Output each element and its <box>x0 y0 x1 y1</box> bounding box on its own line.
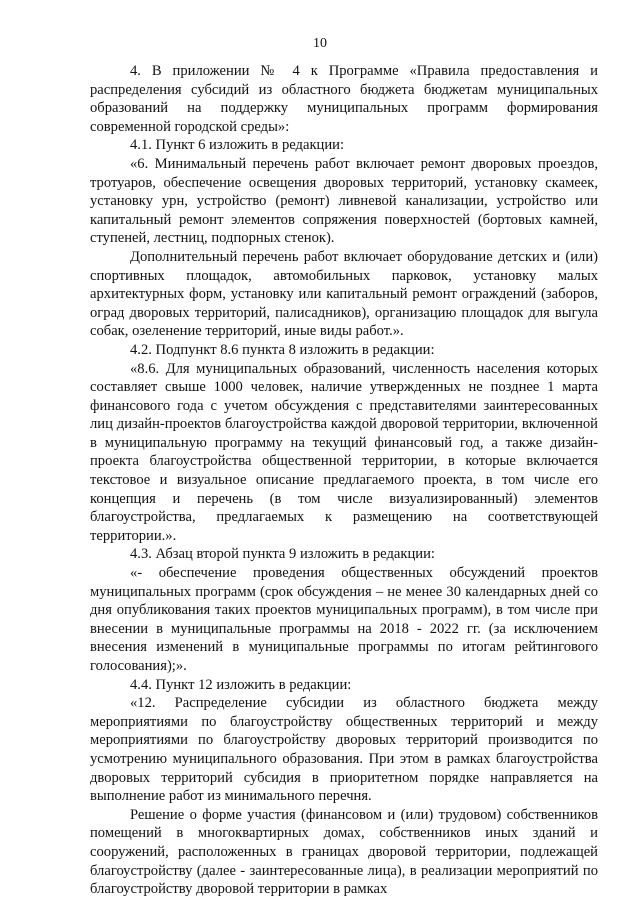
paragraph-4-1-additional-list: Дополнительный перечень работ включает оборудование детских и (или) спортивных площадок, автомобильных парковок, установку малых архитектурных форм, установку или капитальный ремонт ограждений (заборов, оград дворовых территорий, палисадников), организацию площадок для выгула собак, озеленение территорий, иные виды работ.». <box>90 248 598 340</box>
paragraph-4-4-heading: 4.4. Пункт 12 изложить в редакции: <box>130 676 352 693</box>
paragraph-4-1-point-6: «6. Минимальный перечень работ включает ремонт дворовых проездов, тротуаров, обеспечение освещения дворовых территорий, установку скамеек, установку урн, устройство (ремонт) ливневой канализации, устройство или капитальный ремонт элементов сопряжения поверхностей (бортовых камней, ступеней, лестниц, подпорных стенок). <box>90 155 598 247</box>
paragraph-4-2-heading: 4.2. Подпункт 8.6 пункта 8 изложить в редакции: <box>130 341 435 358</box>
paragraph-4-3-heading: 4.3. Абзац второй пункта 9 изложить в редакции: <box>130 546 435 563</box>
paragraph-4-3-public-discussion: «- обеспечение проведения общественных обсуждений проектов муниципальных программ (срок обсуждения – не менее 30 календарных дней со дня опубликования таких проектов муниципальных программ), в том числе при внесении в муниципальные программы на 2018 - 2022 гг. (за исключением внесения изменений в муниципальные программы по итогам рейтингового голосования);». <box>90 565 598 674</box>
paragraph-4-1-heading: 4.1. Пункт 6 изложить в редакции: <box>130 137 345 154</box>
paragraph-4-intro: 4. В приложении № 4 к Программе «Правила предоставления и распределения субсидий из областного бюджета бюджетам муниципальных образований на поддержку муниципальных программ формирования современной городской среды»: <box>90 63 598 135</box>
document-body <box>90 62 598 899</box>
page-number: 10 <box>313 36 327 51</box>
paragraph-4-4-point-12: «12. Распределение субсидии из областного бюджета между мероприятиями по благоустройству общественных территорий и между мероприятиями по благоустройству дворовых территорий производится по усмотрению муниципального образования. При этом в рамках благоустройства дворовых территорий субсидия в приоритетном порядке направляется на выполнение работ из минимального перечня. <box>90 695 598 805</box>
paragraph-4-2-subpoint-8-6: «8.6. Для муниципальных образований, численность населения которых составляет свыше 1000 человек, наличие утвержденных не позднее 1 марта финансового года с учетом обсуждения с представителями заинтересованных лиц дизайн-проектов благоустройства каждой дворовой территории, включенной в муниципальную программу на текущий финансовый год, а также дизайн-проекта благоустройства общественной территории, в которые включается текстовое и визуальное описание предлагаемого проекта, в том числе его концепция и перечень (в том числе визуализированный) элементов благоустройства, предлагаемых к размещению на соответствующей территории.». <box>90 360 598 544</box>
paragraph-participation-decision: Решение о форме участия (финансовом и (или) трудовом) собственников помещений в многоквартирных домах, собственников иных зданий и сооружений, расположенных в границах дворовой территории, подлежащей благоустройству (далее - заинтересованные лица), в реализации мероприятий по благоустройству дворовой территории в рамках <box>90 806 598 898</box>
